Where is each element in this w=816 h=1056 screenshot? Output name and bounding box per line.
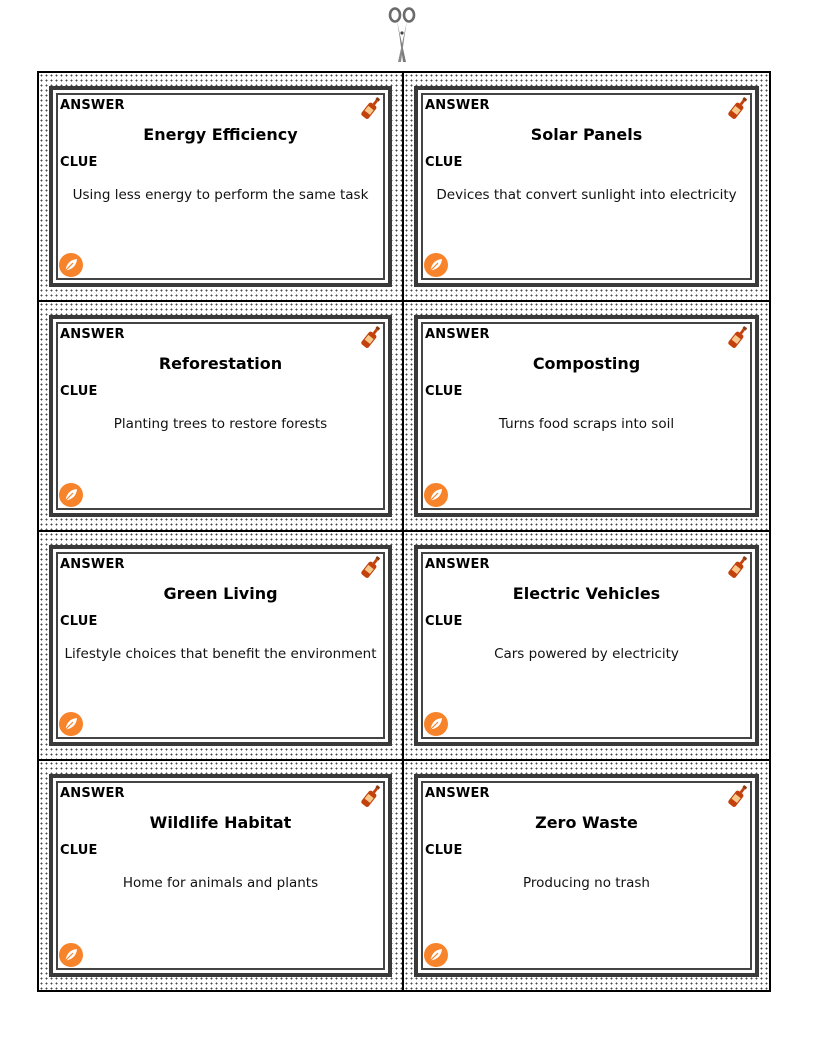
clue-card [49, 545, 392, 746]
answer-label: ANSWER [425, 327, 490, 343]
card-cell [39, 532, 404, 761]
clue-text: Producing no trash [523, 874, 650, 891]
leaf-icon [424, 943, 448, 967]
clue-label: CLUE [60, 384, 98, 400]
clue-label: CLUE [425, 155, 463, 170]
clue-text: Devices that convert sunlight into electricity [436, 187, 737, 203]
answer-text: Reforestation [158, 354, 283, 374]
clue-card [49, 774, 392, 977]
clue-text: Planting trees to restore forests [113, 416, 328, 433]
clue-card [49, 86, 392, 287]
answer-label: ANSWER [425, 556, 490, 572]
answer-text: Energy Efficiency [143, 125, 298, 144]
answer-text: Wildlife Habitat [149, 812, 292, 832]
answer-label: ANSWER [425, 98, 490, 113]
answer-text: Solar Panels [530, 125, 643, 144]
clue-label: CLUE [425, 613, 463, 629]
clue-text: Cars powered by electricity [494, 645, 679, 662]
card-cell [404, 761, 769, 990]
bottle-icon [727, 324, 749, 350]
leaf-icon [59, 253, 83, 277]
clue-text: Using less energy to perform the same task [72, 187, 369, 203]
bottle-icon [360, 554, 382, 580]
leaf-icon [424, 253, 448, 277]
answer-label: ANSWER [60, 327, 125, 343]
clue-label: CLUE [60, 842, 98, 858]
clue-card [49, 315, 392, 516]
clue-text: Turns food scraps into soil [498, 416, 675, 433]
clue-card [414, 774, 759, 977]
card-cell [39, 302, 404, 531]
answer-label: ANSWER [60, 98, 125, 113]
leaf-icon [424, 712, 448, 736]
bottle-icon [360, 95, 382, 121]
card-cell [39, 761, 404, 990]
leaf-icon [424, 483, 448, 507]
clue-label: CLUE [425, 842, 463, 858]
bottle-icon [727, 554, 749, 580]
bottle-icon [727, 95, 749, 121]
scissors-icon [386, 6, 418, 64]
clue-text: Home for animals and plants [122, 874, 319, 891]
clue-text: Lifestyle choices that benefit the environment [64, 645, 377, 662]
clue-label: CLUE [425, 384, 463, 400]
leaf-icon [59, 712, 83, 736]
answer-label: ANSWER [425, 785, 490, 801]
answer-text: Composting [532, 354, 641, 374]
leaf-icon [59, 943, 83, 967]
clue-card [414, 86, 759, 287]
clue-label: CLUE [60, 155, 98, 170]
card-cell [39, 73, 404, 302]
answer-text: Electric Vehicles [512, 583, 661, 603]
bottle-icon [360, 324, 382, 350]
clue-label: CLUE [60, 613, 98, 629]
card-sheet [37, 71, 771, 992]
clue-card [414, 315, 759, 516]
card-cell [404, 532, 769, 761]
bottle-icon [360, 783, 382, 809]
leaf-icon [59, 483, 83, 507]
card-cell [404, 302, 769, 531]
card-cell [404, 73, 769, 302]
answer-text: Green Living [163, 583, 278, 603]
bottle-icon [727, 783, 749, 809]
answer-label: ANSWER [60, 785, 125, 801]
answer-text: Zero Waste [535, 812, 638, 832]
answer-label: ANSWER [60, 556, 125, 572]
clue-card [414, 545, 759, 746]
